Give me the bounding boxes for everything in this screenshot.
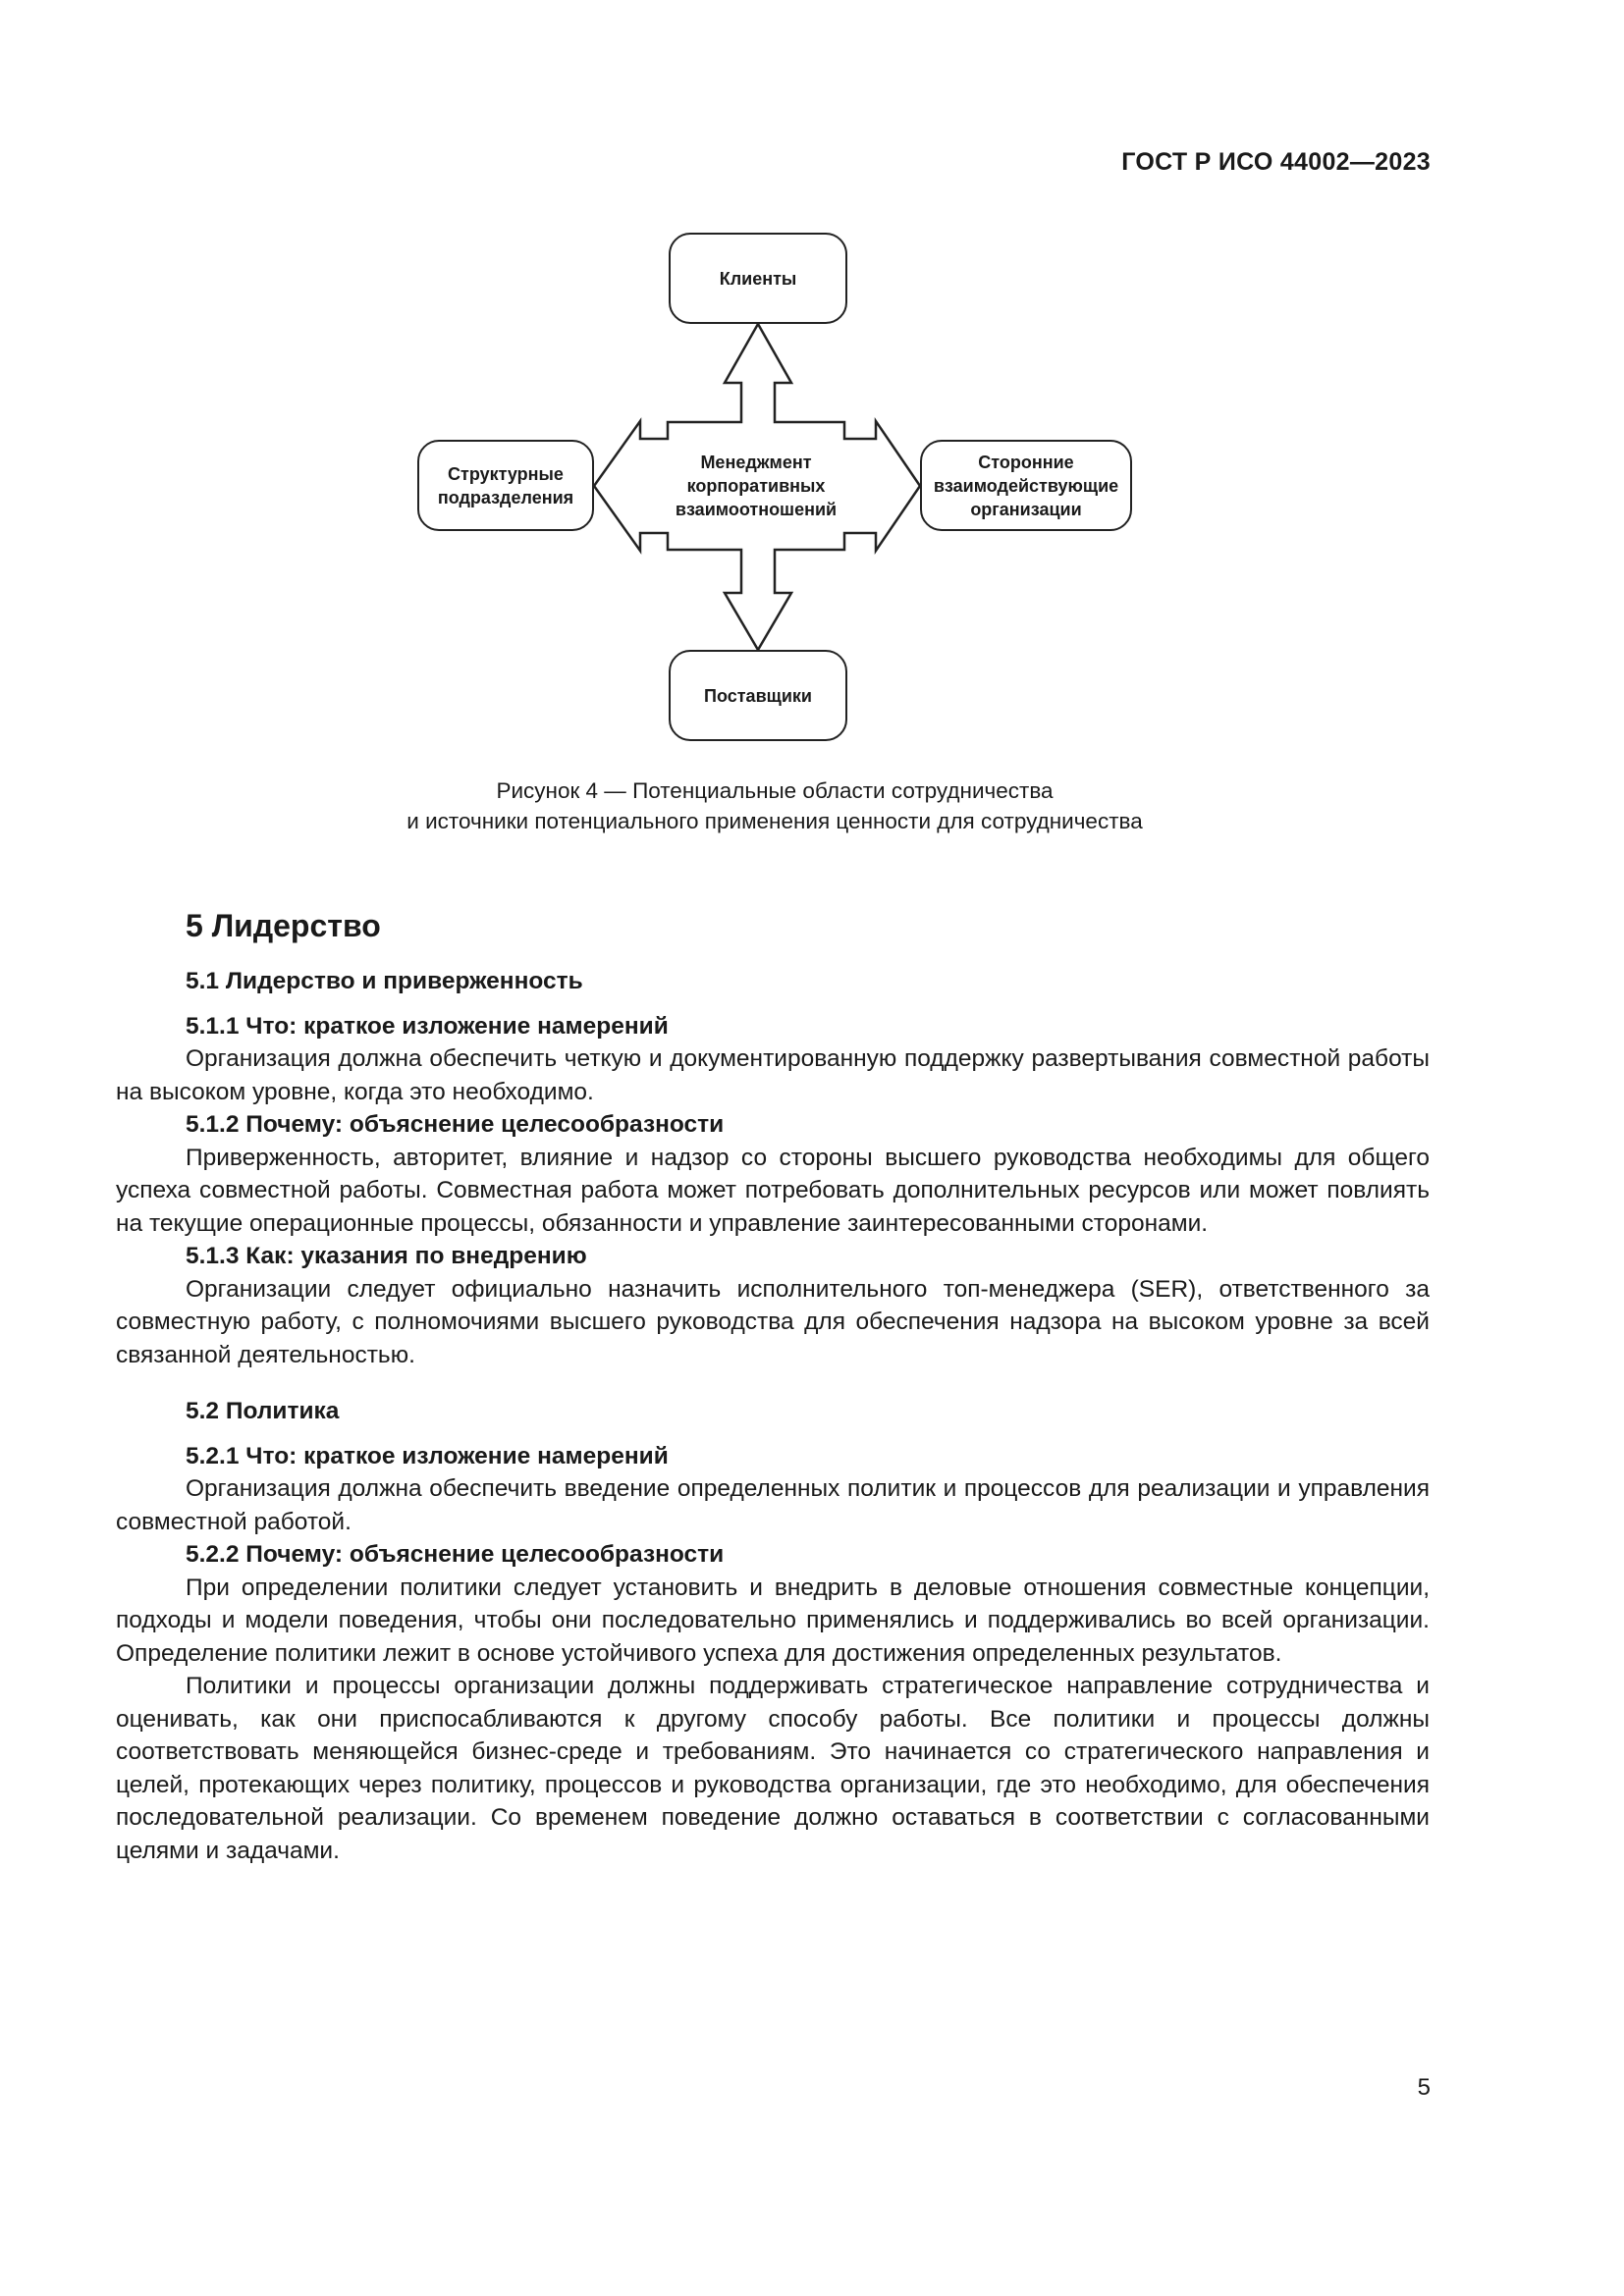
section-5-2-2-title: 5.2.2 Почему: объяснение целесообразности [186,1541,725,1568]
box-departments-line: Структурные [448,463,564,484]
section-5-2-1-text: Организация должна обеспечить введение определенных политик и процессов для реализации и управления совместной работой. [116,1475,1430,1535]
section-5-1-title: 5.1 Лидерство и приверженность [186,968,583,994]
box-external-orgs [920,440,1132,531]
center-line: Менеджмент [700,453,812,472]
box-external-orgs-line: взаимодействующие [933,475,1119,496]
box-departments [417,440,594,531]
section-5-2-2-text-1: При определении политики следует установить и внедрить в деловые отношения совместные концепции, подходы и модели поведения, чтобы они последовательно применялись и поддерживались во всей организации. Определение политики лежит в основе устойчивого успеха для достижения определенных результатов. [116,1574,1430,1667]
caption-line: Рисунок 4 — Потенциальные области сотрудничества [496,778,1054,803]
section-5-1-2-title: 5.1.2 Почему: объяснение целесообразности [186,1111,725,1138]
box-suppliers [669,650,847,741]
center-line: взаимоотношений [675,500,838,519]
section-5-1-2-text: Приверженность, авторитет, влияние и надзор со стороны высшего руководства необходимы для общего успеха совместной работы. Совместная работа может потребовать дополнительных ресурсов или может повлиять на текущие операционные процессы, обязанности и управление заинтересованными сторонами. [116,1144,1430,1237]
box-external-orgs-line: Сторонние [978,452,1074,472]
figure-caption [0,775,1549,836]
section-5-1-3-text: Организации следует официально назначить исполнительного топ-менеджера (SER), ответственного за совместную работу, с полномочиями высшего руководства для обеспечения надзора на высоком уровне за всей связанной деятельностью. [116,1275,1430,1368]
section-5-2-1-title: 5.2.1 Что: краткое изложение намерений [186,1442,669,1469]
box-departments-line: подразделения [437,487,574,507]
section-5-title: 5 Лидерство [186,908,381,943]
box-clients [669,233,847,324]
collaboration-diagram [407,221,1144,751]
caption-line: и источники потенциального применения ценности для сотрудничества [406,809,1143,833]
box-external-orgs-line: организации [970,499,1082,519]
box-clients-label: Клиенты [719,268,797,289]
center-label [668,439,844,533]
box-suppliers-label: Поставщики [704,685,812,706]
section-content [116,906,1430,1867]
section-5-1-3-title: 5.1.3 Как: указания по внедрению [186,1243,587,1269]
center-line: корпоративных [686,476,826,496]
section-5-2-2-text-2: Политики и процессы организации должны поддерживать стратегическое направление сотрудничества и оценивать, как они приспосабливаются к другому способу работы. Все политики и процессы должны соответствовать меняющейся бизнес-среде и требованиям. Это начинается со стратегического направления и целей, протекающих через политику, процессов и руководства организации, где это необходимо, для обеспечения последовательной реализации. Со временем поведение должно оставаться в соответствии с согласованными целями и задачами. [116,1673,1430,1864]
section-5-2-title: 5.2 Политика [186,1398,340,1424]
page-number: 5 [1417,2074,1431,2101]
section-5-1-1-title: 5.1.1 Что: краткое изложение намерений [186,1012,669,1040]
section-5-1-1-text: Организация должна обеспечить четкую и документированную поддержку развертывания совместной работы на высоком уровне, когда это необходимо. [116,1045,1430,1105]
document-code: ГОСТ Р ИСО 44002—2023 [1121,148,1431,176]
